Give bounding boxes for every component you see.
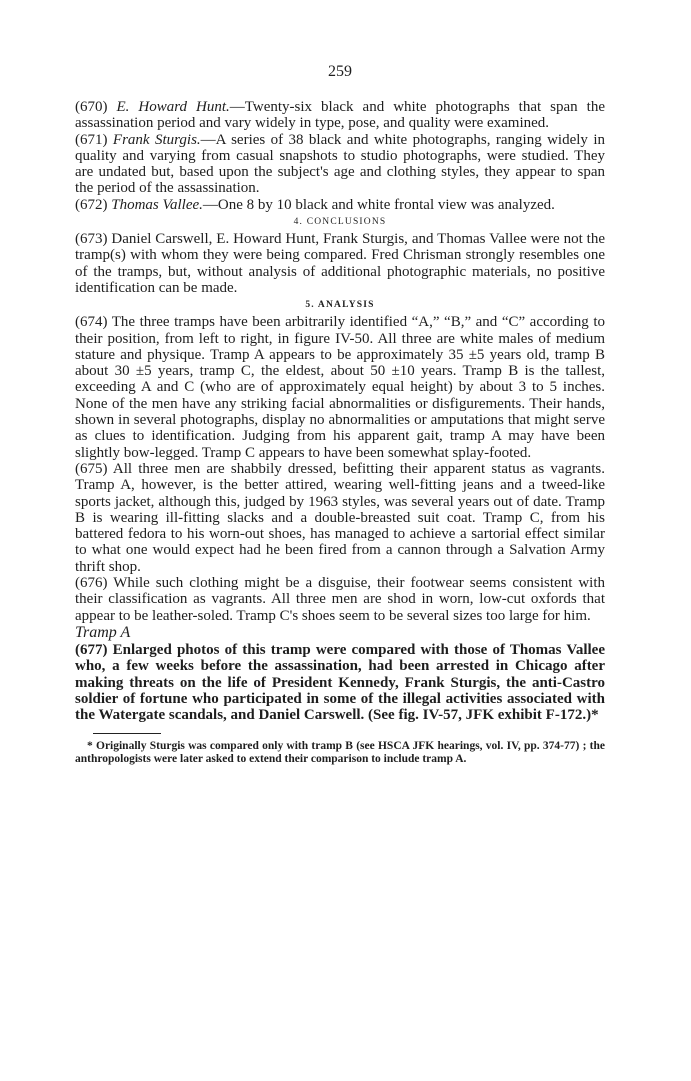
document-page (75, 62, 605, 766)
section-heading-conclusions: 4. CONCLUSIONS (293, 217, 387, 228)
paragraph-number: (670) (75, 99, 108, 115)
paragraph-number: (671) (75, 131, 108, 148)
paragraph-673: (673) Daniel Carswell, E. Howard Hunt, Frank Sturgis, and Thomas Vallee were not the tramp(s) with whom they were being compared. Fred Chrisman strongly resembles one of the tramps, but, without analysis of additional photographic materials, no positive identification can be made. (75, 231, 605, 296)
paragraph-text: —A series of 38 black and white photographs, ranging widely in quality and varying from casual snapshots to studio photographs, were studied. They are undated but, based upon the subject's age and clothing styles, they appear to span the period of the assassination. (75, 131, 605, 197)
footnote-divider (93, 733, 161, 734)
footnote: * Originally Sturgis was compared only with tramp B (see HSCA JFK hearings, vol. IV, pp. 374-77) ; the anthropologists were later asked to extend their comparison to include tramp A. (75, 740, 605, 765)
paragraph-text: —One 8 by 10 black and white frontal view was analyzed. (202, 196, 555, 213)
paragraph-677: (677) Enlarged photos of this tramp were compared with those of Thomas Vallee who, a few weeks before the assassination, had been arrested in Chicago after making threats on the life of President Kennedy, Frank Sturgis, the anti-Castro soldier of fortune who participated in some of the illegal activities associated with the Watergate scandals, and Daniel Carswell. (See fig. IV-57, JFK exhibit F-172.)* (75, 641, 605, 724)
paragraph-676: (676) While such clothing might be a disguise, their footwear seems consistent with their classification as vagrants. All three men are shod in worn, low-cut oxfords that appear to be leather-soled. Tramp C's shoes seem to be several sizes too large for him. (75, 575, 605, 624)
paragraph-number: (672) (75, 196, 108, 213)
paragraph-674: (674) The three tramps have been arbitrarily identified “A,” “B,” and “C” according to their position, from left to right, in figure IV-50. All three are white males of medium stature and physique. Tramp A appears to be approximately 35 ±5 years old, tramp B about 30 ±5 years, tramp C, the eldest, about 50 ±10 years. Tramp B is the tallest, exceeding A and C (who are of approximately equal height) by about 3 to 5 inches. None of the men have any striking facial abnormalities or disfigurements. Their hands, shown in several photographs, display no abnormalities or amputations that might serve as clues to identification. Judging from his apparent gait, tramp A may have been slightly bow-legged. Tramp C appears to have been somewhat splay-footed. (75, 314, 605, 461)
section-heading-analysis: 5. ANALYSIS (305, 300, 375, 311)
page-number: 259 (328, 63, 352, 80)
subject-name: Thomas Vallee. (111, 196, 203, 213)
paragraph-671 (75, 132, 605, 197)
subject-name: E. Howard Hunt. (116, 99, 230, 115)
subheading-tramp-a: Tramp A (75, 623, 131, 641)
subject-name: Frank Sturgis. (112, 131, 201, 148)
paragraph-text: —Twenty-six black and white photographs that span the assassination period and vary widely in type, pose, and quality were examined. (75, 99, 605, 132)
paragraph-672 (75, 197, 605, 213)
paragraph-670 (75, 99, 605, 132)
paragraph-675: (675) All three men are shabbily dressed, befitting their apparent status as vagrants. Tramp A, however, is the better attired, wearing well-fitting jeans and a tweed-like sports jacket, although this, judged by 1963 styles, was several years out of date. Tramp B is wearing ill-fitting slacks and a double-breasted suit coat. Tramp C, from his battered fedora to his worn-out shoes, has managed to achieve a sartorial effect similar to what one would expect had he been fired from a cannon through a Salvation Army thrift shop. (75, 460, 605, 575)
